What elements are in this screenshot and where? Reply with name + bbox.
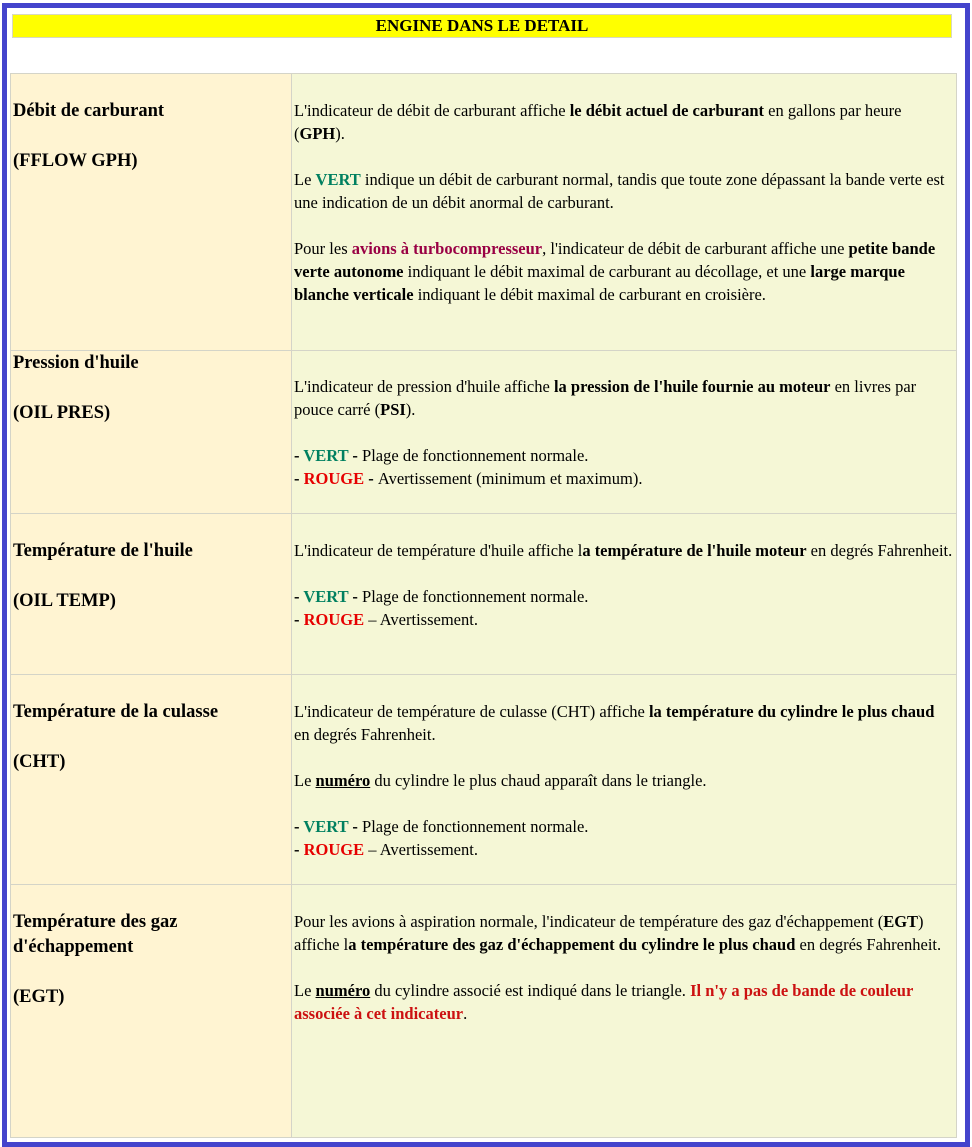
description-paragraph xyxy=(294,237,954,306)
instrument-name-cell xyxy=(11,351,292,514)
text-segment: la pression de l'huile fournie au moteur xyxy=(553,377,831,396)
table-row xyxy=(11,885,957,1138)
description-paragraph xyxy=(294,769,954,792)
text-segment: - xyxy=(364,469,378,488)
text-segment: - xyxy=(294,610,304,629)
instrument-name-cell xyxy=(11,74,292,351)
instrument-description-cell xyxy=(292,74,957,351)
text-segment: petite bande verte autonome xyxy=(294,239,936,281)
text-segment: ). xyxy=(335,124,345,143)
instrument-abbreviation: (CHT) xyxy=(13,752,66,772)
text-segment: numéro xyxy=(315,981,371,1000)
table-row xyxy=(11,351,957,514)
text-segment: en degrés Fahrenheit. xyxy=(806,541,953,560)
instrument-abbreviation: (OIL TEMP) xyxy=(13,591,116,611)
description-paragraph xyxy=(294,444,954,490)
instrument-abbreviation: (FFLOW GPH) xyxy=(13,151,138,171)
text-segment: - xyxy=(294,587,304,606)
text-segment: en degrés Fahrenheit. xyxy=(294,725,436,744)
text-segment: en degrés Fahrenheit. xyxy=(795,935,942,954)
text-segment: Il n'y a pas de bande de couleur associée à cet indicateur xyxy=(294,981,914,1023)
text-segment: Pour les xyxy=(294,239,352,258)
text-segment: – Avertissement. xyxy=(364,840,478,859)
text-segment: Le xyxy=(294,170,316,189)
text-segment: ROUGE xyxy=(303,469,365,488)
instrument-description-cell xyxy=(292,885,957,1138)
table-row xyxy=(11,514,957,675)
text-segment: - xyxy=(348,817,363,836)
text-segment: avions à turbocompresseur xyxy=(351,239,543,258)
text-segment: ROUGE xyxy=(303,840,365,859)
text-segment: . xyxy=(463,1004,468,1023)
text-segment: GPH xyxy=(299,124,336,143)
text-segment: numéro xyxy=(315,771,371,790)
page-title: ENGINE DANS LE DETAIL xyxy=(12,14,952,38)
text-segment: VERT xyxy=(303,446,349,465)
text-segment: en gallons par heure ( xyxy=(294,101,902,143)
table-row xyxy=(11,74,957,351)
text-segment: indiquant le débit maximal de carburant au décollage, et une xyxy=(403,262,811,281)
text-segment: Le xyxy=(294,981,316,1000)
text-segment: - xyxy=(294,469,304,488)
text-segment: , l'indicateur de débit de carburant affiche une xyxy=(542,239,849,258)
text-segment: EGT xyxy=(883,912,919,931)
description-paragraph xyxy=(294,979,954,1025)
text-segment: - xyxy=(294,446,304,465)
instrument-name-cell xyxy=(11,885,292,1138)
text-segment: indique un débit de carburant normal, tandis que toute zone dépassant la bande verte est une indication de un débit anormal de carburant. xyxy=(294,170,945,212)
text-segment: Avertissement (minimum et maximum). xyxy=(377,469,643,488)
description-paragraph xyxy=(294,585,954,631)
instrument-name: Température de l'huile xyxy=(13,541,193,561)
instrument-name-cell xyxy=(11,675,292,885)
description-paragraph xyxy=(294,168,954,214)
text-segment: la température du cylindre le plus chaud xyxy=(648,702,935,721)
text-segment: a température de l'huile moteur xyxy=(582,541,807,560)
instrument-name-cell xyxy=(11,514,292,675)
text-segment: Plage de fonctionnement normale. xyxy=(362,587,589,606)
text-segment: Pour les avions à aspiration normale, l'indicateur de température des gaz d'échappement ( xyxy=(294,912,884,931)
description-paragraph xyxy=(294,99,954,145)
instrument-name: Débit de carburant xyxy=(13,101,165,121)
text-segment: PSI xyxy=(380,400,406,419)
text-segment: en livres par pouce carré ( xyxy=(294,377,917,419)
text-segment: large marque blanche verticale xyxy=(294,262,905,304)
text-segment: L'indicateur de pression d'huile affiche xyxy=(294,377,554,396)
table-row xyxy=(11,675,957,885)
text-segment: ROUGE xyxy=(303,610,365,629)
text-segment: - xyxy=(294,840,304,859)
text-segment: - xyxy=(348,587,363,606)
description-paragraph xyxy=(294,815,954,861)
text-segment: L'indicateur de température de culasse (CHT) affiche xyxy=(294,702,649,721)
instrument-name: Température des gaz d'échappement xyxy=(13,912,178,957)
text-segment: ) affiche l xyxy=(294,912,924,954)
text-segment: VERT xyxy=(303,817,349,836)
text-segment: VERT xyxy=(303,587,349,606)
text-segment: Le xyxy=(294,771,316,790)
text-segment: L'indicateur de débit de carburant affiche xyxy=(294,101,570,120)
description-paragraph xyxy=(294,375,954,421)
description-paragraph xyxy=(294,910,954,956)
instrument-description-cell xyxy=(292,675,957,885)
text-segment: VERT xyxy=(315,170,361,189)
instrument-name: Pression d'huile xyxy=(13,353,139,373)
instrument-description-cell xyxy=(292,351,957,514)
text-segment: L'indicateur de température d'huile affiche l xyxy=(294,541,583,560)
text-segment: du cylindre le plus chaud apparaît dans le triangle. xyxy=(370,771,707,790)
text-segment: a température des gaz d'échappement du cylindre le plus chaud xyxy=(348,935,796,954)
text-segment: ). xyxy=(405,400,416,419)
description-paragraph xyxy=(294,700,954,746)
text-segment: le débit actuel de carburant xyxy=(569,101,765,120)
text-segment: - xyxy=(294,817,304,836)
instrument-name: Température de la culasse xyxy=(13,702,219,722)
text-segment: – Avertissement. xyxy=(364,610,478,629)
instrument-description-cell xyxy=(292,514,957,675)
engine-detail-table xyxy=(10,73,957,1138)
text-segment: - xyxy=(348,446,363,465)
instrument-abbreviation: (OIL PRES) xyxy=(13,403,111,423)
text-segment: du cylindre associé est indiqué dans le triangle. xyxy=(370,981,691,1000)
text-segment: Plage de fonctionnement normale. xyxy=(362,446,589,465)
text-segment: indiquant le débit maximal de carburant en croisière. xyxy=(413,285,766,304)
text-segment: Plage de fonctionnement normale. xyxy=(362,817,589,836)
instrument-abbreviation: (EGT) xyxy=(13,987,65,1007)
description-paragraph xyxy=(294,539,954,562)
